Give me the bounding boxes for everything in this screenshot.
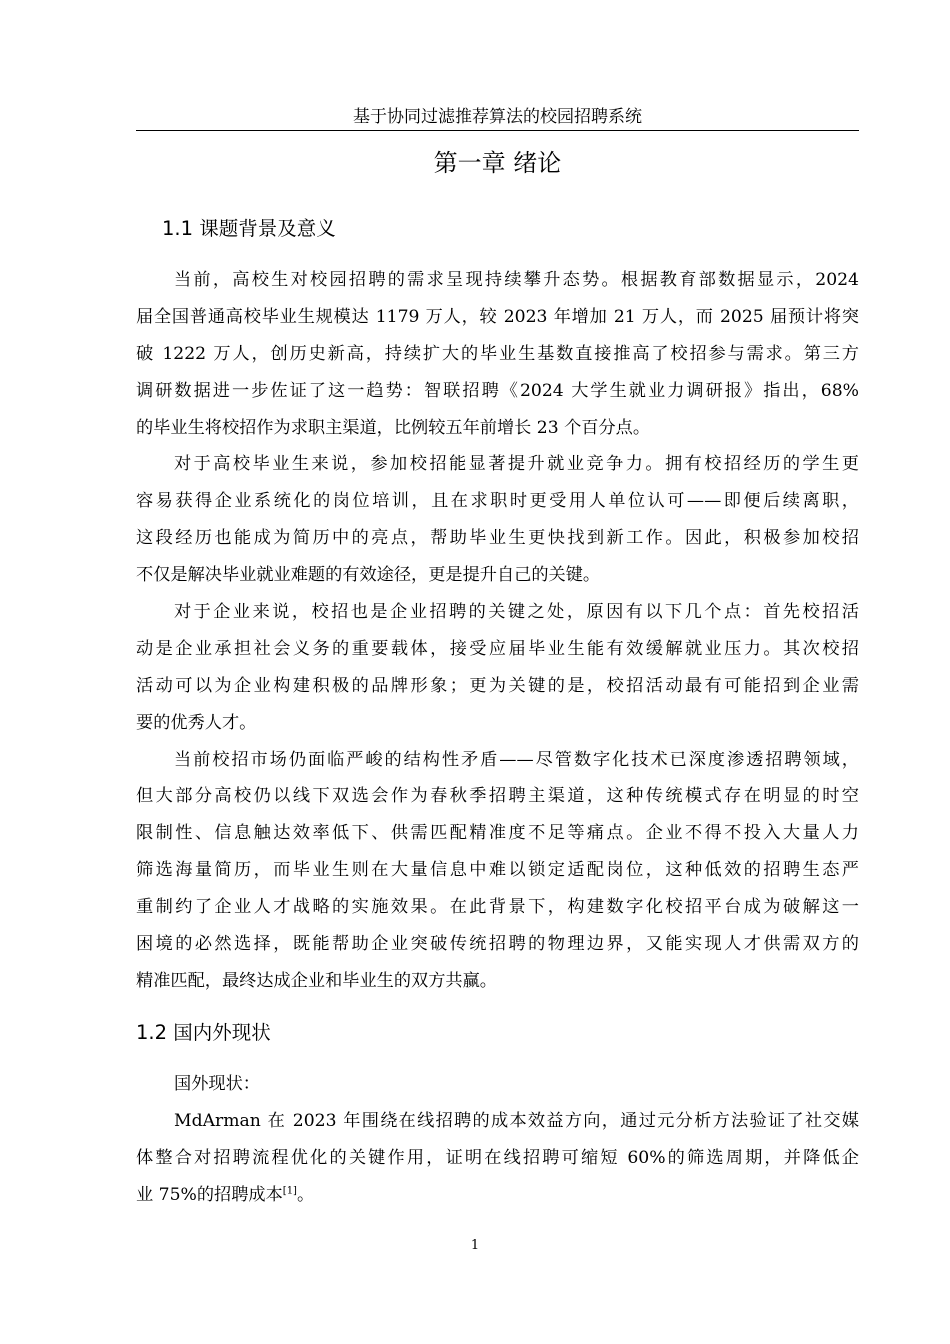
paragraph-line: 困境的必然选择，既能帮助企业突破传统招聘的物理边界，又能实现人才供需双方的 (136, 934, 859, 955)
paragraph-line: 但大部分高校仍以线下双选会作为春秋季招聘主渠道，这种传统模式存在明显的时空 (136, 786, 859, 807)
section-1-1-body (136, 262, 859, 1000)
paragraph-line: 当前校招市场仍面临严峻的结构性矛盾——尽管数字化技术已深度渗透招聘领域， (174, 749, 859, 770)
paragraph-line: 届全国普通高校毕业生规模达 1179 万人，较 2023 年增加 21 万人，而 2025 届预计将突 (136, 306, 859, 327)
paragraph-line: 调研数据进一步佐证了这一趋势：智联招聘《2024 大学生就业力调研报》指出，68% (136, 380, 859, 401)
chapter-title: 第一章 绪论 (433, 149, 562, 177)
paragraph-line: 容易获得企业系统化的岗位培训，且在求职时更受用人单位认可——即便后续离职， (136, 491, 859, 512)
paragraph-2 (136, 446, 859, 594)
paragraph-line: 对于企业来说，校招也是企业招聘的关键之处，原因有以下几个点：首先校招活 (174, 602, 859, 623)
paragraph-text: 业 75%的招聘成本 (136, 1184, 283, 1205)
paragraph-line: 精准匹配，最终达成企业和毕业生的双方共赢。 (136, 970, 497, 991)
paragraph-line: 这段经历也能成为简历中的亮点，帮助毕业生更快找到新工作。因此，积极参加校招 (136, 528, 859, 549)
paragraph-1 (136, 262, 859, 446)
section-heading-1-1: 1.1 课题背景及意义 (162, 217, 336, 240)
paragraph-line: 破 1222 万人，创历史新高，持续扩大的毕业生基数直接推高了校招参与需求。第三方 (136, 343, 859, 364)
paragraph-tail: 。 (296, 1184, 315, 1205)
page-number: 1 (470, 1238, 480, 1253)
paragraph-line: 国外现状： (174, 1074, 260, 1094)
paragraph-line: 活动可以为企业构建积极的品牌形象；更为关键的是，校招活动最有可能招到企业需 (136, 675, 859, 696)
citation-marker[interactable]: [1] (282, 1184, 297, 1196)
paragraph-line: 限制性、信息触达效率低下、供需匹配精准度不足等痛点。企业不得不投入大量人力 (136, 823, 859, 844)
header-rule (136, 130, 859, 131)
paragraph-mdarman (136, 1103, 859, 1214)
paragraph-line-with-citation (136, 1177, 859, 1214)
paragraph-line: 筛选海量简历，而毕业生则在大量信息中难以锁定适配岗位，这种低效的招聘生态严 (136, 860, 859, 881)
paragraph-foreign-status-label (136, 1066, 859, 1103)
paragraph-line: 的毕业生将校招作为求职主渠道，比例较五年前增长 23 个百分点。 (136, 417, 651, 438)
paragraph-line: 动是企业承担社会义务的重要载体，接受应届毕业生能有效缓解就业压力。其次校招 (136, 638, 859, 659)
paragraph-line: 不仅是解决毕业就业难题的有效途径，更是提升自己的关键。 (136, 565, 601, 586)
paragraph-line: 体整合对招聘流程优化的关键作用，证明在线招聘可缩短 60%的筛选周期，并降低企 (136, 1147, 859, 1168)
paragraph-line: 重制约了企业人才战略的实施效果。在此背景下，构建数字化校招平台成为破解这一 (136, 897, 859, 918)
paragraph-line: 对于高校毕业生来说，参加校招能显著提升就业竞争力。拥有校招经历的学生更 (174, 454, 859, 475)
paragraph-3 (136, 594, 859, 742)
paragraph-4 (136, 742, 859, 1000)
paragraph-line: 要的优秀人才。 (136, 712, 257, 733)
paragraph-line: MdArman 在 2023 年围绕在线招聘的成本效益方向，通过元分析方法验证了社交媒 (174, 1110, 859, 1131)
running-header: 基于协同过滤推荐算法的校园招聘系统 (353, 107, 642, 127)
section-heading-1-2: 1.2 国内外现状 (136, 1021, 271, 1044)
section-1-2-body (136, 1066, 859, 1214)
paragraph-line: 当前，高校生对校园招聘的需求呈现持续攀升态势。根据教育部数据显示，2024 (174, 270, 859, 290)
